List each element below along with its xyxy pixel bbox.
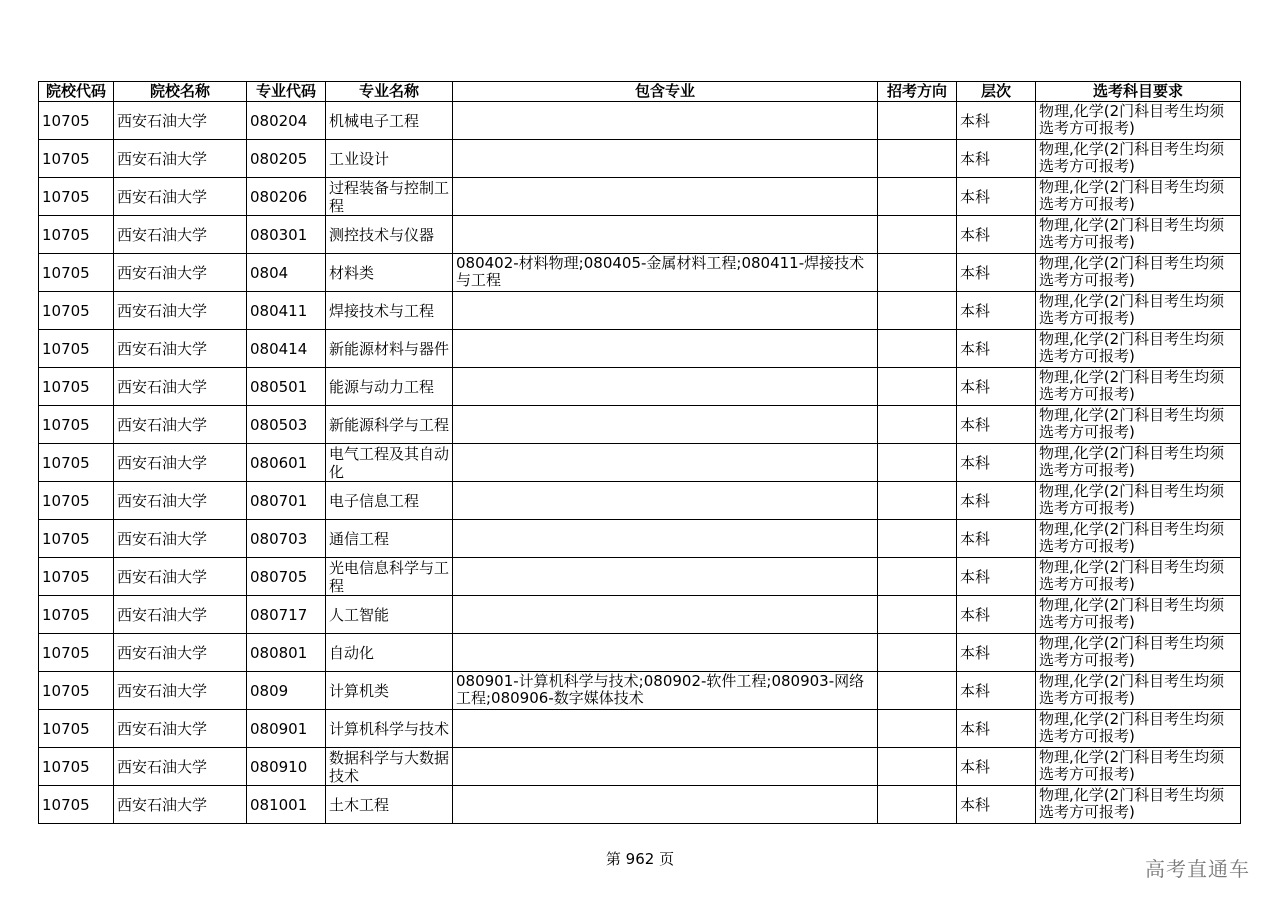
cell-level: 本科 bbox=[957, 254, 1036, 292]
cell-subject-requirement: 物理,化学(2门科目考生均须选考方可报考) bbox=[1036, 368, 1241, 406]
cell-level: 本科 bbox=[957, 558, 1036, 596]
header-school-code: 院校代码 bbox=[39, 82, 114, 102]
cell-school-name: 西安石油大学 bbox=[114, 330, 247, 368]
cell-school-code: 10705 bbox=[39, 254, 114, 292]
cell-direction bbox=[878, 634, 957, 672]
cell-school-code: 10705 bbox=[39, 748, 114, 786]
table-row bbox=[39, 406, 1241, 444]
cell-school-code: 10705 bbox=[39, 102, 114, 140]
cell-direction bbox=[878, 178, 957, 216]
cell-level: 本科 bbox=[957, 140, 1036, 178]
watermark-text: 高考直通车 bbox=[1145, 857, 1250, 881]
cell-level: 本科 bbox=[957, 368, 1036, 406]
table-row bbox=[39, 444, 1241, 482]
table-row bbox=[39, 140, 1241, 178]
cell-direction bbox=[878, 672, 957, 710]
cell-level: 本科 bbox=[957, 292, 1036, 330]
cell-major-name: 焊接技术与工程 bbox=[326, 292, 453, 330]
table-row bbox=[39, 330, 1241, 368]
cell-level: 本科 bbox=[957, 596, 1036, 634]
cell-direction bbox=[878, 330, 957, 368]
cell-major-code: 081001 bbox=[247, 786, 326, 824]
cell-included-majors bbox=[453, 102, 878, 140]
cell-major-code: 080910 bbox=[247, 748, 326, 786]
cell-level: 本科 bbox=[957, 520, 1036, 558]
cell-major-name: 计算机类 bbox=[326, 672, 453, 710]
admission-table bbox=[38, 81, 1241, 824]
cell-subject-requirement: 物理,化学(2门科目考生均须选考方可报考) bbox=[1036, 444, 1241, 482]
cell-major-name: 机械电子工程 bbox=[326, 102, 453, 140]
cell-subject-requirement: 物理,化学(2门科目考生均须选考方可报考) bbox=[1036, 102, 1241, 140]
table-row bbox=[39, 672, 1241, 710]
cell-subject-requirement: 物理,化学(2门科目考生均须选考方可报考) bbox=[1036, 786, 1241, 824]
cell-school-code: 10705 bbox=[39, 140, 114, 178]
cell-major-name: 通信工程 bbox=[326, 520, 453, 558]
cell-school-code: 10705 bbox=[39, 710, 114, 748]
cell-subject-requirement: 物理,化学(2门科目考生均须选考方可报考) bbox=[1036, 672, 1241, 710]
cell-school-name: 西安石油大学 bbox=[114, 102, 247, 140]
cell-major-code: 080205 bbox=[247, 140, 326, 178]
cell-included-majors bbox=[453, 596, 878, 634]
cell-included-majors bbox=[453, 178, 878, 216]
cell-school-name: 西安石油大学 bbox=[114, 216, 247, 254]
cell-school-name: 西安石油大学 bbox=[114, 178, 247, 216]
cell-school-name: 西安石油大学 bbox=[114, 140, 247, 178]
cell-level: 本科 bbox=[957, 482, 1036, 520]
cell-direction bbox=[878, 254, 957, 292]
header-major-code: 专业代码 bbox=[247, 82, 326, 102]
cell-school-name: 西安石油大学 bbox=[114, 558, 247, 596]
cell-subject-requirement: 物理,化学(2门科目考生均须选考方可报考) bbox=[1036, 254, 1241, 292]
cell-included-majors bbox=[453, 710, 878, 748]
cell-level: 本科 bbox=[957, 672, 1036, 710]
header-row bbox=[39, 82, 1241, 102]
cell-major-code: 080414 bbox=[247, 330, 326, 368]
cell-included-majors bbox=[453, 406, 878, 444]
cell-direction bbox=[878, 482, 957, 520]
cell-level: 本科 bbox=[957, 786, 1036, 824]
cell-subject-requirement: 物理,化学(2门科目考生均须选考方可报考) bbox=[1036, 482, 1241, 520]
cell-subject-requirement: 物理,化学(2门科目考生均须选考方可报考) bbox=[1036, 558, 1241, 596]
cell-included-majors: 080402-材料物理;080405-金属材料工程;080411-焊接技术与工程 bbox=[453, 254, 878, 292]
cell-direction bbox=[878, 406, 957, 444]
header-direction: 招考方向 bbox=[878, 82, 957, 102]
cell-major-code: 080206 bbox=[247, 178, 326, 216]
cell-included-majors bbox=[453, 482, 878, 520]
cell-major-code: 080411 bbox=[247, 292, 326, 330]
cell-subject-requirement: 物理,化学(2门科目考生均须选考方可报考) bbox=[1036, 596, 1241, 634]
cell-direction bbox=[878, 520, 957, 558]
page-number: 第 962 页 bbox=[605, 850, 675, 868]
cell-school-code: 10705 bbox=[39, 292, 114, 330]
cell-major-code: 080801 bbox=[247, 634, 326, 672]
cell-school-code: 10705 bbox=[39, 482, 114, 520]
cell-direction bbox=[878, 596, 957, 634]
cell-subject-requirement: 物理,化学(2门科目考生均须选考方可报考) bbox=[1036, 748, 1241, 786]
cell-direction bbox=[878, 748, 957, 786]
table-row bbox=[39, 292, 1241, 330]
cell-school-name: 西安石油大学 bbox=[114, 482, 247, 520]
cell-direction bbox=[878, 292, 957, 330]
cell-included-majors bbox=[453, 216, 878, 254]
cell-major-code: 080705 bbox=[247, 558, 326, 596]
cell-included-majors bbox=[453, 140, 878, 178]
cell-subject-requirement: 物理,化学(2门科目考生均须选考方可报考) bbox=[1036, 710, 1241, 748]
cell-school-name: 西安石油大学 bbox=[114, 596, 247, 634]
cell-included-majors bbox=[453, 368, 878, 406]
cell-major-code: 080703 bbox=[247, 520, 326, 558]
table-row bbox=[39, 254, 1241, 292]
cell-level: 本科 bbox=[957, 216, 1036, 254]
cell-school-name: 西安石油大学 bbox=[114, 634, 247, 672]
cell-level: 本科 bbox=[957, 634, 1036, 672]
cell-major-code: 080301 bbox=[247, 216, 326, 254]
cell-major-code: 0804 bbox=[247, 254, 326, 292]
cell-subject-requirement: 物理,化学(2门科目考生均须选考方可报考) bbox=[1036, 330, 1241, 368]
cell-major-name: 新能源材料与器件 bbox=[326, 330, 453, 368]
table-row bbox=[39, 520, 1241, 558]
cell-school-code: 10705 bbox=[39, 520, 114, 558]
cell-school-code: 10705 bbox=[39, 672, 114, 710]
cell-school-code: 10705 bbox=[39, 406, 114, 444]
cell-major-name: 土木工程 bbox=[326, 786, 453, 824]
table-row bbox=[39, 596, 1241, 634]
cell-major-code: 080501 bbox=[247, 368, 326, 406]
cell-major-name: 测控技术与仪器 bbox=[326, 216, 453, 254]
cell-included-majors bbox=[453, 634, 878, 672]
cell-school-name: 西安石油大学 bbox=[114, 368, 247, 406]
cell-included-majors bbox=[453, 292, 878, 330]
cell-school-name: 西安石油大学 bbox=[114, 444, 247, 482]
cell-direction bbox=[878, 558, 957, 596]
cell-major-name: 材料类 bbox=[326, 254, 453, 292]
cell-major-code: 080701 bbox=[247, 482, 326, 520]
cell-major-name: 电子信息工程 bbox=[326, 482, 453, 520]
cell-direction bbox=[878, 102, 957, 140]
cell-major-name: 人工智能 bbox=[326, 596, 453, 634]
cell-major-code: 080717 bbox=[247, 596, 326, 634]
cell-included-majors bbox=[453, 748, 878, 786]
cell-school-code: 10705 bbox=[39, 330, 114, 368]
cell-school-name: 西安石油大学 bbox=[114, 786, 247, 824]
cell-level: 本科 bbox=[957, 710, 1036, 748]
cell-major-name: 能源与动力工程 bbox=[326, 368, 453, 406]
cell-school-name: 西安石油大学 bbox=[114, 672, 247, 710]
table-row bbox=[39, 178, 1241, 216]
cell-school-code: 10705 bbox=[39, 596, 114, 634]
cell-included-majors bbox=[453, 520, 878, 558]
cell-subject-requirement: 物理,化学(2门科目考生均须选考方可报考) bbox=[1036, 216, 1241, 254]
cell-included-majors bbox=[453, 444, 878, 482]
cell-school-name: 西安石油大学 bbox=[114, 710, 247, 748]
cell-school-code: 10705 bbox=[39, 558, 114, 596]
cell-level: 本科 bbox=[957, 406, 1036, 444]
table-row bbox=[39, 482, 1241, 520]
header-included-majors: 包含专业 bbox=[453, 82, 878, 102]
cell-subject-requirement: 物理,化学(2门科目考生均须选考方可报考) bbox=[1036, 406, 1241, 444]
cell-major-name: 光电信息科学与工程 bbox=[326, 558, 453, 596]
table-row bbox=[39, 216, 1241, 254]
cell-direction bbox=[878, 710, 957, 748]
cell-school-code: 10705 bbox=[39, 444, 114, 482]
cell-major-name: 计算机科学与技术 bbox=[326, 710, 453, 748]
cell-major-name: 新能源科学与工程 bbox=[326, 406, 453, 444]
cell-direction bbox=[878, 368, 957, 406]
cell-major-name: 自动化 bbox=[326, 634, 453, 672]
cell-school-code: 10705 bbox=[39, 178, 114, 216]
table-row bbox=[39, 710, 1241, 748]
cell-level: 本科 bbox=[957, 444, 1036, 482]
cell-subject-requirement: 物理,化学(2门科目考生均须选考方可报考) bbox=[1036, 178, 1241, 216]
cell-major-name: 电气工程及其自动化 bbox=[326, 444, 453, 482]
cell-direction bbox=[878, 140, 957, 178]
cell-direction bbox=[878, 786, 957, 824]
cell-school-name: 西安石油大学 bbox=[114, 254, 247, 292]
cell-included-majors: 080901-计算机科学与技术;080902-软件工程;080903-网络工程;080906-数字媒体技术 bbox=[453, 672, 878, 710]
table-row bbox=[39, 748, 1241, 786]
cell-included-majors bbox=[453, 786, 878, 824]
cell-subject-requirement: 物理,化学(2门科目考生均须选考方可报考) bbox=[1036, 140, 1241, 178]
table-row bbox=[39, 368, 1241, 406]
table-row bbox=[39, 634, 1241, 672]
cell-included-majors bbox=[453, 558, 878, 596]
cell-subject-requirement: 物理,化学(2门科目考生均须选考方可报考) bbox=[1036, 292, 1241, 330]
cell-major-code: 080601 bbox=[247, 444, 326, 482]
cell-school-code: 10705 bbox=[39, 786, 114, 824]
cell-major-name: 工业设计 bbox=[326, 140, 453, 178]
cell-subject-requirement: 物理,化学(2门科目考生均须选考方可报考) bbox=[1036, 634, 1241, 672]
header-level: 层次 bbox=[957, 82, 1036, 102]
cell-major-code: 080503 bbox=[247, 406, 326, 444]
cell-school-code: 10705 bbox=[39, 634, 114, 672]
cell-school-name: 西安石油大学 bbox=[114, 292, 247, 330]
cell-level: 本科 bbox=[957, 748, 1036, 786]
cell-major-name: 过程装备与控制工程 bbox=[326, 178, 453, 216]
cell-level: 本科 bbox=[957, 178, 1036, 216]
table-row bbox=[39, 102, 1241, 140]
header-major-name: 专业名称 bbox=[326, 82, 453, 102]
cell-school-code: 10705 bbox=[39, 368, 114, 406]
cell-school-name: 西安石油大学 bbox=[114, 748, 247, 786]
table-row bbox=[39, 558, 1241, 596]
cell-level: 本科 bbox=[957, 330, 1036, 368]
cell-school-name: 西安石油大学 bbox=[114, 406, 247, 444]
cell-level: 本科 bbox=[957, 102, 1036, 140]
cell-major-code: 080204 bbox=[247, 102, 326, 140]
header-subject-requirement: 选考科目要求 bbox=[1036, 82, 1241, 102]
cell-direction bbox=[878, 216, 957, 254]
cell-major-code: 0809 bbox=[247, 672, 326, 710]
header-school-name: 院校名称 bbox=[114, 82, 247, 102]
cell-major-name: 数据科学与大数据技术 bbox=[326, 748, 453, 786]
cell-direction bbox=[878, 444, 957, 482]
cell-subject-requirement: 物理,化学(2门科目考生均须选考方可报考) bbox=[1036, 520, 1241, 558]
cell-included-majors bbox=[453, 330, 878, 368]
cell-school-code: 10705 bbox=[39, 216, 114, 254]
cell-school-name: 西安石油大学 bbox=[114, 520, 247, 558]
table-row bbox=[39, 786, 1241, 824]
cell-major-code: 080901 bbox=[247, 710, 326, 748]
table-body bbox=[39, 102, 1241, 824]
